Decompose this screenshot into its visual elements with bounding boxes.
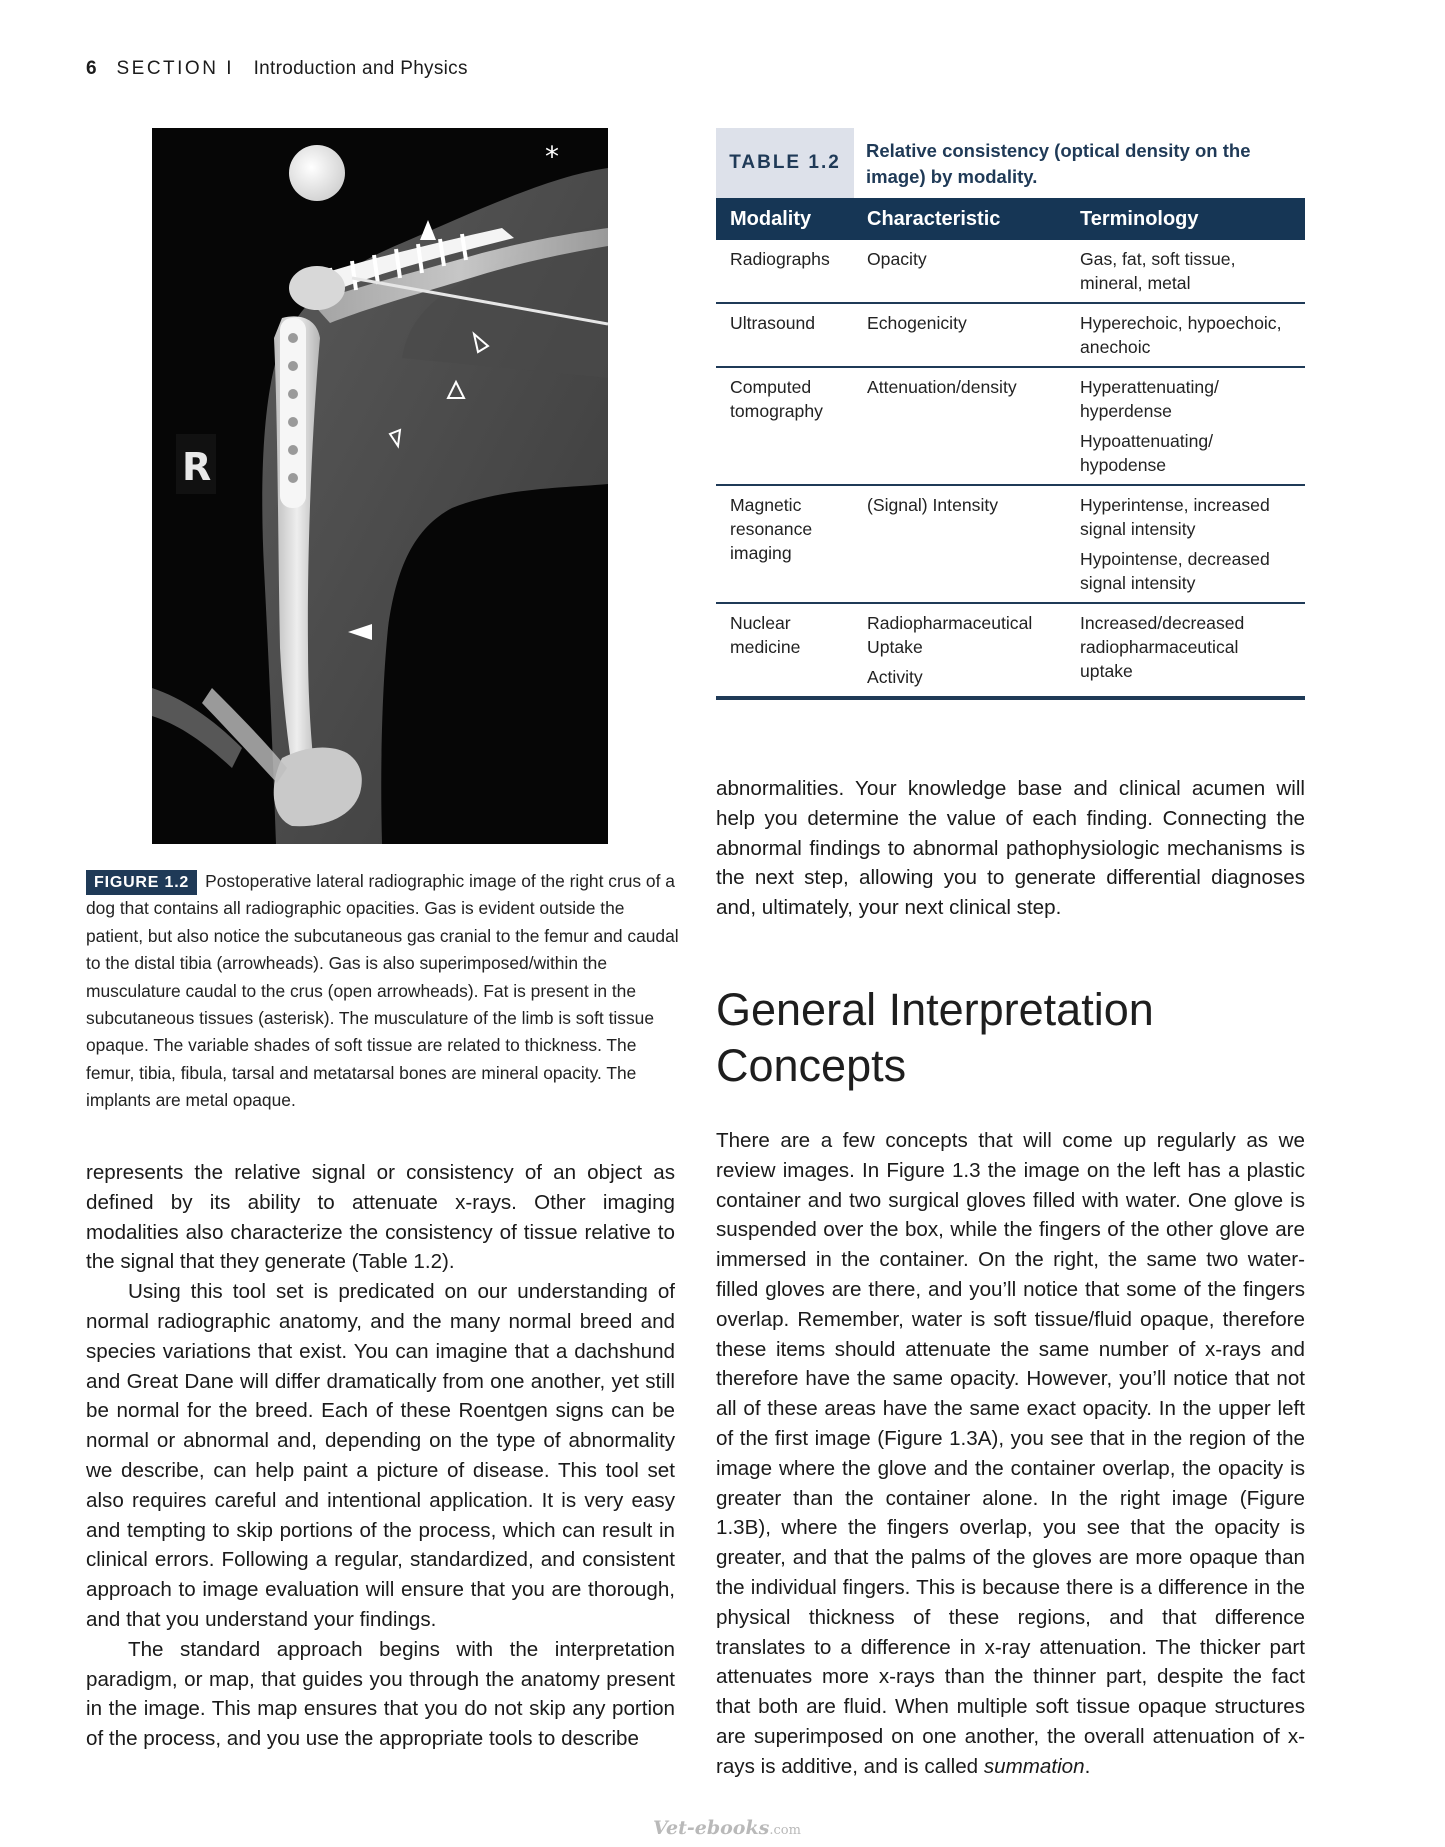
watermark-domain: .com	[769, 1823, 801, 1838]
cell-text: Ultrasound	[730, 313, 816, 333]
cell-text: Nuclear medicine	[730, 613, 801, 657]
watermark	[653, 1817, 801, 1839]
table-1-2	[716, 128, 1305, 700]
characteristic-cell	[853, 240, 1066, 303]
figure-caption-text: Postoperative lateral radiographic image of the right crus of a dog that contains all radiographic opacities. Gas is evident outside the patient, but also notice the subcutaneous gas cranial to the femur and caudal to the distal tibia (arrowheads). Gas is also superimposed/within the musculature caudal to the crus (open arrowheads). Fat is present in the subcutaneous tissues (asterisk). The musculature of the limb is soft tissue opaque. The variable shades of soft tissue are related to thickness. The femur, tibia, fibula, tarsal and metatarsal bones are mineral opacity. The implants are metal opaque.	[86, 871, 679, 1111]
cell-text: Hyperechoic, hypoechoic, anechoic	[1080, 313, 1282, 357]
page-number: 6	[86, 58, 97, 79]
characteristic-cell	[853, 303, 1066, 367]
right-column-body-bottom	[716, 1126, 1305, 1782]
table-row	[716, 303, 1305, 367]
terminology-cell	[1066, 367, 1305, 485]
paragraph-end: .	[1084, 1754, 1091, 1778]
cell-text: Hypoattenuating/ hypodense	[1080, 431, 1214, 475]
cell-text: Opacity	[867, 249, 927, 269]
body-paragraph: Using this tool set is predicated on our understanding of normal radiographic anatomy, and the many normal breed and species variations that exist. You can imagine that a dachshund and Great Dane will differ dramatically from one another, yet still be normal for the breed. Each of these Roentgen signs can be normal or abnormal and, depending on the type of abnormality we describe, can help paint a picture of disease. This tool set also requires careful and intentional application. It is very easy and tempting to skip portions of the process, which can result in clinical errors. Following a regular, standardized, and consistent approach to image evaluation will ensure that you are thorough, and that you understand your findings.	[86, 1280, 675, 1631]
table-title-row	[716, 128, 1305, 198]
stifle-joint	[289, 266, 345, 310]
section-label: SECTION I	[116, 58, 234, 79]
emphasized-term: summation	[983, 1754, 1085, 1778]
modality-cell	[716, 603, 853, 698]
table-header-cell: Modality	[716, 198, 853, 240]
left-column-body	[86, 1158, 675, 1754]
body-paragraph: represents the relative signal or consistency of an object as defined by its ability to attenuate x-rays. Other imaging modalities also characterize the consistency of tissue relative to the signal that they generate (Table 1.2).	[86, 1161, 675, 1274]
cell-text: Radiographs	[730, 249, 830, 269]
radiograph-illustration	[152, 128, 608, 844]
cell-text: Hypointense, decreased signal intensity	[1080, 549, 1270, 593]
paragraph-text: There are a few concepts that will come up regularly as we review images. In Figure 1.3 the image on the left has a plastic container and two surgical gloves filled with water. One glove is suspended over the box, while the fingers of the other glove are immersed in the container. On the right, the same two water-filled gloves are there, and you’ll notice that some of the fingers overlap. Remember, water is soft tissue/fluid opaque, therefore these items should attenuate the same number of x-rays and therefore have the same opacity. However, you’ll notice that not all of these areas have the same exact opacity. In the upper left of the first image (Figure 1.3A), you see that in the region of the image where the glove and the container overlap, the opacity is greater than the container alone. In the right image (Figure 1.3B), where the fingers overlap, you see that the opacity is greater, and that the palms of the gloves are more opaque than the individual fingers. This is because there is a difference in the physical thickness of these regions, and that difference translates to a difference in x-ray attenuation. The thicker part attenuates more x-rays than the thinner part, despite the fact that both are fluid. When multiple soft tissue opaque structures are superimposed on one another, the overall attenuation of x-rays is additive, and is called	[716, 1129, 1305, 1778]
table-row	[716, 603, 1305, 698]
cell-text: Magnetic resonance imaging	[730, 495, 813, 563]
radiograph-figure	[152, 128, 608, 844]
modality-cell	[716, 485, 853, 603]
cell-text: Increased/decreased radiopharmaceutical uptake	[1080, 613, 1245, 681]
table-label: TABLE 1.2	[716, 128, 854, 198]
table-header-cell: Characteristic	[853, 198, 1066, 240]
table-caption: Relative consistency (optical density on the image) by modality.	[866, 140, 1251, 187]
cell-text: Hyperintense, increased signal intensity	[1080, 495, 1270, 539]
characteristic-cell	[853, 603, 1066, 698]
cell-text: Hyperattenuating/ hyperdense	[1080, 377, 1219, 421]
watermark-text: Vet-ebooks	[653, 1817, 770, 1839]
characteristic-cell	[853, 485, 1066, 603]
modality-cell	[716, 367, 853, 485]
running-head	[86, 58, 468, 80]
body-paragraph: The standard approach begins with the interpretation paradigm, or map, that guides you through the anatomy present in the image. This map ensures that you do not skip any portion of the process, and you use the appropriate tools to describe	[86, 1637, 675, 1751]
cell-text: Attenuation/density	[867, 377, 1017, 397]
asterisk-marker: *	[545, 140, 559, 173]
terminology-cell	[1066, 485, 1305, 603]
cell-text: Computed tomography	[730, 377, 823, 421]
cell-text: Echogenicity	[867, 313, 967, 333]
side-marker-letter: R	[182, 445, 212, 489]
section-title: Introduction and Physics	[253, 58, 468, 79]
cell-text: Activity	[867, 667, 923, 687]
characteristic-cell	[853, 367, 1066, 485]
table-header-cell: Terminology	[1066, 198, 1305, 240]
modality-table	[716, 198, 1305, 700]
modality-cell	[716, 303, 853, 367]
section-heading: General Interpretation Concepts	[716, 984, 1154, 1091]
terminology-cell	[1066, 603, 1305, 698]
table-row	[716, 367, 1305, 485]
cell-text: (Signal) Intensity	[867, 495, 999, 515]
cell-text: Radiopharmaceutical Uptake	[867, 613, 1033, 657]
table-row	[716, 485, 1305, 603]
cell-text: Gas, fat, soft tissue, mineral, metal	[1080, 249, 1236, 293]
terminology-cell	[1066, 303, 1305, 367]
right-column-body-top	[716, 774, 1305, 923]
terminology-cell	[1066, 240, 1305, 303]
table-header-row	[716, 198, 1305, 240]
table-row	[716, 240, 1305, 303]
body-paragraph	[716, 1126, 1305, 1782]
calibration-marker	[289, 145, 345, 201]
figure-caption	[86, 868, 680, 1115]
modality-cell	[716, 240, 853, 303]
figure-label: FIGURE 1.2	[86, 870, 197, 895]
body-paragraph: abnormalities. Your knowledge base and clinical acumen will help you determine the value of each finding. Connecting the abnormal findings to abnormal pathophysiologic mechanisms is the next step, allowing you to generate differential diagnoses and, ultimately, your next clinical step.	[716, 777, 1305, 920]
